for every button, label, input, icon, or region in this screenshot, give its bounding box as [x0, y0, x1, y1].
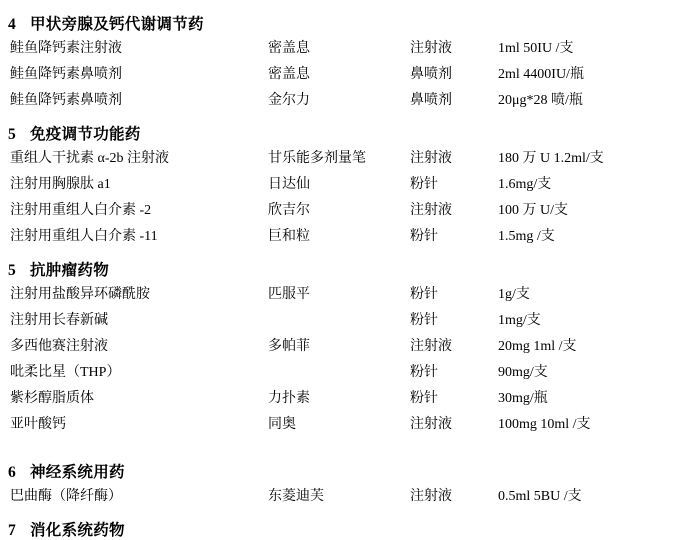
section-title: 神经系统用药 [30, 464, 125, 481]
table-row [8, 62, 688, 88]
table-row [8, 308, 688, 334]
section-heading [8, 4, 688, 34]
drug-brand: 密盖息 [268, 67, 310, 82]
drug-form: 粉针 [410, 287, 438, 302]
section-number: 4 [8, 16, 17, 33]
table-row [8, 412, 688, 438]
drug-spec: 100 万 U/支 [498, 203, 568, 218]
drug-brand: 日达仙 [268, 177, 310, 192]
drug-name: 鲑鱼降钙素鼻喷剂 [10, 67, 122, 82]
drug-spec: 1g/支 [498, 287, 530, 302]
drug-form: 鼻喷剂 [410, 93, 452, 108]
table-row [8, 88, 688, 114]
drug-name: 注射用重组人白介素 -11 [10, 229, 158, 244]
drug-brand: 匹服平 [268, 287, 310, 302]
table-row [8, 198, 688, 224]
drug-form: 粉针 [410, 313, 438, 328]
drug-spec: 1ml 50IU /支 [498, 41, 574, 56]
drug-form: 粉针 [410, 177, 438, 192]
drug-spec: 0.5ml 5BU /支 [498, 489, 582, 504]
drug-form: 注射液 [410, 203, 452, 218]
drug-form: 注射液 [410, 417, 452, 432]
section-number: 7 [8, 522, 17, 539]
drug-form: 注射液 [410, 339, 452, 354]
drug-name: 鲑鱼降钙素注射液 [10, 41, 122, 56]
section-number: 6 [8, 464, 17, 481]
drug-brand: 多帕菲 [268, 339, 310, 354]
section-heading [8, 114, 688, 144]
drug-spec: 2ml 4400IU/瓶 [498, 67, 584, 82]
drug-spec: 30mg/瓶 [498, 391, 548, 406]
drug-spec: 1.6mg/支 [498, 177, 552, 192]
drug-name: 鲑鱼降钙素鼻喷剂 [10, 93, 122, 108]
drug-name: 亚叶酸钙 [10, 417, 66, 432]
drug-form: 粉针 [410, 391, 438, 406]
drug-brand: 金尔力 [268, 93, 310, 108]
section-number: 5 [8, 126, 17, 143]
drug-form: 注射液 [410, 489, 452, 504]
drug-form: 粉针 [410, 229, 438, 244]
section-title: 甲状旁腺及钙代谢调节药 [30, 16, 204, 33]
section-title: 免疫调节功能药 [30, 126, 141, 143]
table-row [8, 282, 688, 308]
table-row [8, 360, 688, 386]
drug-name: 注射用胸腺肽 a1 [10, 177, 111, 192]
drug-name: 重组人干扰素 α-2b 注射液 [10, 151, 169, 166]
drug-name: 注射用盐酸异环磷酰胺 [10, 287, 150, 302]
drug-brand: 密盖息 [268, 41, 310, 56]
drug-brand: 欣吉尔 [268, 203, 310, 218]
drug-spec: 90mg/支 [498, 365, 548, 380]
drug-brand: 巨和粒 [268, 229, 310, 244]
table-row [8, 146, 688, 172]
section-heading [8, 510, 688, 540]
drug-form: 鼻喷剂 [410, 67, 452, 82]
drug-spec: 100mg 10ml /支 [498, 417, 591, 432]
drug-name: 巴曲酶（降纤酶） [10, 489, 122, 504]
table-row [8, 36, 688, 62]
table-row [8, 386, 688, 412]
section-title: 抗肿瘤药物 [30, 262, 110, 279]
drug-form: 注射液 [410, 41, 452, 56]
drug-name: 注射用重组人白介素 -2 [10, 203, 152, 218]
drug-brand: 东菱迪芙 [268, 489, 324, 504]
drug-spec: 180 万 U 1.2ml/支 [498, 151, 604, 166]
table-row [8, 334, 688, 360]
drug-spec: 1.5mg /支 [498, 229, 555, 244]
drug-spec: 20mg 1ml /支 [498, 339, 577, 354]
drug-name: 吡柔比星（THP） [10, 365, 121, 380]
table-row [8, 484, 688, 510]
table-row [8, 172, 688, 198]
drug-name: 注射用长春新碱 [10, 313, 108, 328]
section-title: 消化系统药物 [30, 522, 125, 539]
drug-brand: 力扑素 [268, 391, 310, 406]
section-spacer [8, 438, 688, 452]
drug-form: 注射液 [410, 151, 452, 166]
section-heading [8, 250, 688, 280]
section-heading [8, 452, 688, 482]
drug-spec: 20μg*28 喷/瓶 [498, 93, 583, 108]
drug-spec: 1mg/支 [498, 313, 541, 328]
drug-name: 紫杉醇脂质体 [10, 391, 94, 406]
drug-name: 多西他赛注射液 [10, 339, 108, 354]
table-row [8, 224, 688, 250]
section-number: 5 [8, 262, 17, 279]
drug-brand: 同奥 [268, 417, 296, 432]
drug-form: 粉针 [410, 365, 438, 380]
drug-brand: 甘乐能多剂量笔 [268, 151, 366, 166]
